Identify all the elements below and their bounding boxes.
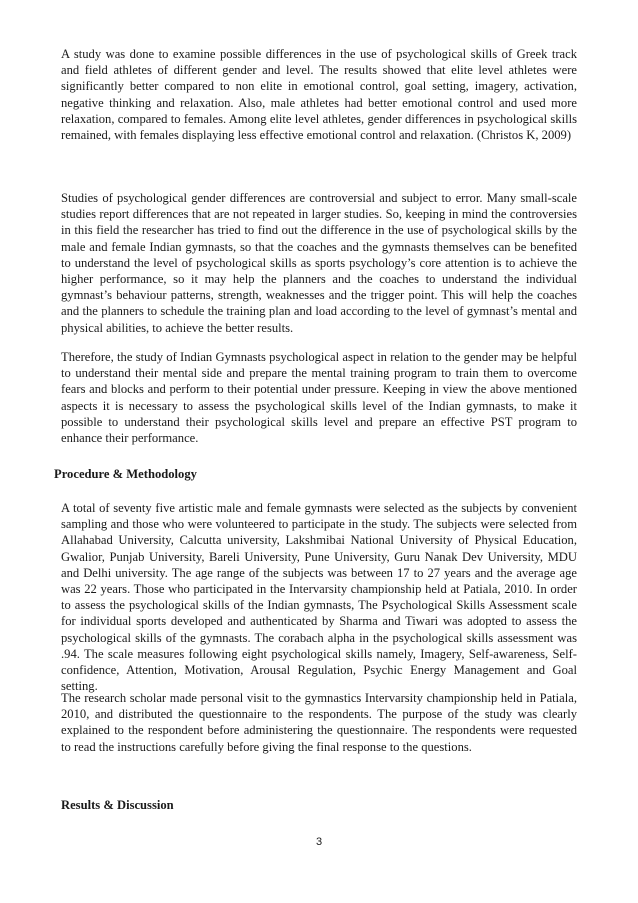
paragraph-study-rationale: Therefore, the study of Indian Gymnasts psychological aspect in relation to the gender may be helpful to understand their mental side and prepare the mental training program to train them to overcome fears and blocks and perform to their potential under pressure. Keeping in view the above mentioned aspects it is necessary to assess the psychological skills level of the Indian gymnasts, to make it possible to understand their psychological skills level and prepare an effective PST program to enhance their performance. <box>61 350 577 446</box>
heading-procedure-methodology: Procedure & Methodology <box>54 467 197 481</box>
paragraph-data-collection: The research scholar made personal visit to the gymnastics Intervarsity championship held in Patiala, 2010, and distributed the questionnaire to the respondents. The purpose of the study was clearly explained to the respondent before administering the questionnaire. The respondents were requested to read the instructions carefully before giving the final response to the questions. <box>61 691 577 754</box>
heading-results-discussion: Results & Discussion <box>61 798 174 812</box>
paragraph-subjects-methodology: A total of seventy five artistic male and female gymnasts were selected as the subjects by convenient sampling and those who were volunteered to participate in the study. The subjects were selected from Allahabad University, Calcutta university, Lakshmibai National University of Physical Education, Gwalior, Punjab University, Bareli University, Pune University, Guru Nanak Dev University, MDU and Delhi university. The age range of the subjects was between 17 to 27 years and the average age was 22 years. Those who participated in the Intervarsity championship held at Patiala, 2010. In order to assess the psychological skills of the Indian gymnasts, The Psychological Skills Assessment scale for individual sports developed and authenticated by Sharma and Tiwari was adopted to assess the psychological skills of the gymnasts. The corabach alpha in the psychological skills assessment was .94. The scale measures following eight psychological skills namely, Imagery, Self-awareness, Self-confidence, Attention, Motivation, Arousal Regulation, Psychic Energy Management and Goal setting. <box>61 501 577 694</box>
page-number: 3 <box>315 836 323 848</box>
paragraph-gender-differences: Studies of psychological gender differences are controversial and subject to error. Many small-scale studies report differences that are not repeated in larger studies. So, keeping in mind the controversies in this field the researcher has tried to find out the difference in the use of psychological skills by the male and female Indian gymnasts, so that the coaches and the gymnasts themselves can be benefited to understand the level of psychological skills as sports psychology’s core attention is to achieve the higher performance, so it may help the planners and the coaches to understand the individual gymnast’s behaviour patterns, strength, weaknesses and the trigger point. This will help the coaches and the planners to schedule the training plan and load according to the level of gymnast’s mental and physical abilities, to achieve the better results. <box>61 191 577 335</box>
paragraph-greek-athletes-study: A study was done to examine possible differences in the use of psychological skills of Greek track and field athletes of different gender and level. The results showed that elite level athletes were significantly better compared to non elite in emotional control, goal setting, imagery, activation, negative thinking and relaxation. Also, male athletes had better emotional control and used more relaxation, compared to females. Among elite level athletes, gender differences in psychological skills remained, with females displaying less effective emotional control and relaxation. (Christos K, 2009) <box>61 47 577 143</box>
